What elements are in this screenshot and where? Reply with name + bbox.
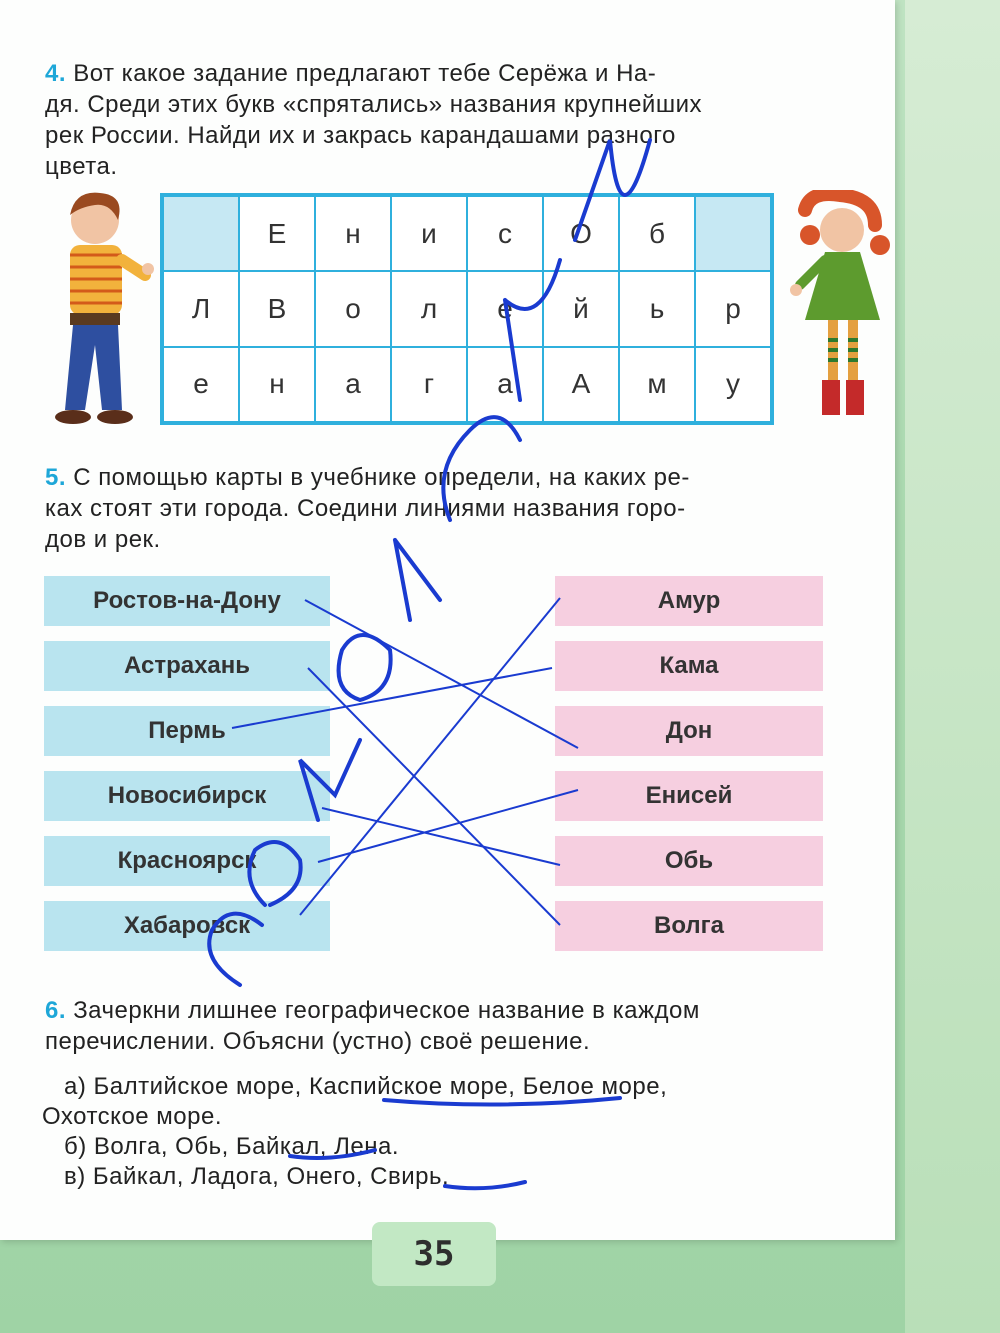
grid-cell[interactable]: а	[467, 347, 543, 422]
underlined-answer: Свирь	[370, 1163, 443, 1190]
task-5-text: 5. С помощью карты в учебнике определи, на каких ре- ках стоят эти города. Соедини линиями названия горо- дов и рек.	[45, 464, 690, 553]
grid-cell[interactable]: ь	[619, 271, 695, 346]
grid-cell[interactable]: б	[619, 196, 695, 271]
grid-cell[interactable]: м	[619, 347, 695, 422]
grid-cell[interactable]: о	[315, 271, 391, 346]
task-5-number: 5.	[45, 464, 67, 491]
grid-cell[interactable]: й	[543, 271, 619, 346]
task-6-number: 6.	[45, 997, 67, 1024]
boy-illustration	[40, 185, 155, 430]
river-box[interactable]: Амур	[555, 576, 823, 626]
girl-illustration	[780, 190, 895, 430]
grid-cell[interactable]: н	[239, 347, 315, 422]
city-box[interactable]: Хабаровск	[44, 901, 330, 951]
task-4-text: 4. Вот какое задание предлагают тебе Серёжа и На- дя. Среди этих букв «спрятались» названия крупнейших рек России. Найди их и закрась карандашами разного цвета.	[45, 60, 702, 180]
city-box[interactable]: Ростов-на-Дону	[44, 576, 330, 626]
grid-cell[interactable]	[695, 196, 771, 271]
city-box[interactable]: Пермь	[44, 706, 330, 756]
list-item: в) Байкал, Ладога, Онего, Свирь.	[64, 1163, 450, 1190]
city-box[interactable]: Новосибирск	[44, 771, 330, 821]
page-number: 35	[372, 1222, 496, 1286]
underlined-answer: Каспийское море	[308, 1073, 509, 1100]
grid-cell[interactable]: Л	[163, 271, 239, 346]
task-6-list	[42, 1072, 827, 1192]
grid-cell[interactable]: а	[315, 347, 391, 422]
city-box[interactable]: Астрахань	[44, 641, 330, 691]
letter-grid	[160, 193, 774, 425]
grid-cell[interactable]: г	[391, 347, 467, 422]
grid-cell[interactable]: О	[543, 196, 619, 271]
underlined-answer: Байкал	[235, 1133, 320, 1160]
grid-cell[interactable]: л	[391, 271, 467, 346]
task-4-number: 4.	[45, 60, 67, 87]
grid-cell[interactable]: Е	[239, 196, 315, 271]
list-item: Охотское море.	[42, 1103, 223, 1130]
grid-cell[interactable]: у	[695, 347, 771, 422]
river-box[interactable]: Волга	[555, 901, 823, 951]
grid-cell[interactable]: н	[315, 196, 391, 271]
river-box[interactable]: Енисей	[555, 771, 823, 821]
list-item: б) Волга, Обь, Байкал, Лена.	[64, 1133, 399, 1160]
river-box[interactable]: Кама	[555, 641, 823, 691]
river-box[interactable]: Обь	[555, 836, 823, 886]
list-item: а) Балтийское море, Каспийское море, Белое море,	[64, 1073, 668, 1100]
grid-cell[interactable]: р	[695, 271, 771, 346]
grid-cell[interactable]	[163, 196, 239, 271]
grid-cell[interactable]: и	[391, 196, 467, 271]
river-box[interactable]: Дон	[555, 706, 823, 756]
grid-cell[interactable]: В	[239, 271, 315, 346]
grid-cell[interactable]: с	[467, 196, 543, 271]
grid-cell[interactable]: е	[467, 271, 543, 346]
grid-cell[interactable]: А	[543, 347, 619, 422]
task-6-text: 6. Зачеркни лишнее географическое название в каждом перечислении. Объясни (устно) своё решение.	[45, 997, 700, 1055]
grid-cell[interactable]: е	[163, 347, 239, 422]
right-margin	[905, 0, 1000, 1333]
city-box[interactable]: Красноярск	[44, 836, 330, 886]
